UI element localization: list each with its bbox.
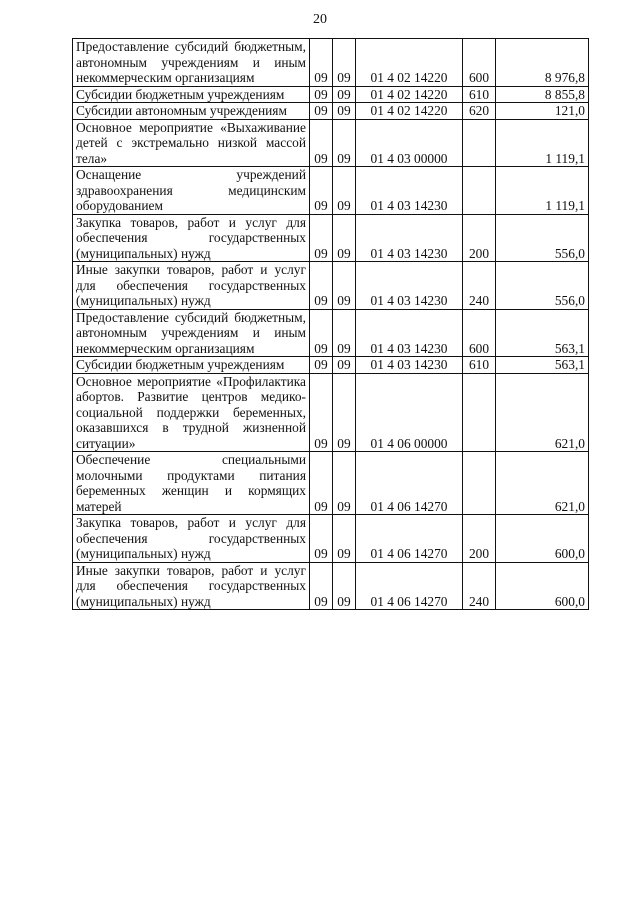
row-subsection: 09 — [333, 214, 356, 262]
row-target-article: 01 4 06 14270 — [356, 452, 463, 515]
row-name: Иные закупки товаров, работ и услуг для обеспечения государственных (муниципальных) нужд — [73, 562, 310, 610]
row-section: 09 — [310, 167, 333, 215]
row-target-article: 01 4 03 14230 — [356, 167, 463, 215]
budget-table — [72, 38, 589, 610]
table-row — [73, 214, 589, 262]
row-expense-type: 240 — [463, 562, 496, 610]
row-target-article: 01 4 03 14230 — [356, 262, 463, 310]
row-name: Предоставление субсидий бюджетным, автономным учреждениям и иным некоммерческим организациям — [73, 39, 310, 87]
row-subsection: 09 — [333, 373, 356, 452]
row-section: 09 — [310, 119, 333, 167]
table-row — [73, 262, 589, 310]
row-target-article: 01 4 06 00000 — [356, 373, 463, 452]
row-name: Субсидии автономным учреждениям — [73, 103, 310, 120]
row-target-article: 01 4 03 14230 — [356, 357, 463, 374]
row-target-article: 01 4 02 14220 — [356, 86, 463, 103]
table-row — [73, 357, 589, 374]
table-row — [73, 103, 589, 120]
budget-table-body — [73, 39, 589, 610]
row-name: Закупка товаров, работ и услуг для обеспечения государственных (муниципальных) нужд — [73, 515, 310, 563]
row-section: 09 — [310, 515, 333, 563]
row-expense-type: 620 — [463, 103, 496, 120]
row-name: Иные закупки товаров, работ и услуг для обеспечения государственных (муниципальных) нужд — [73, 262, 310, 310]
row-expense-type — [463, 452, 496, 515]
row-amount: 121,0 — [496, 103, 589, 120]
row-subsection: 09 — [333, 167, 356, 215]
row-subsection: 09 — [333, 515, 356, 563]
row-expense-type: 610 — [463, 86, 496, 103]
row-expense-type: 200 — [463, 515, 496, 563]
row-section: 09 — [310, 309, 333, 357]
row-amount: 563,1 — [496, 357, 589, 374]
row-name: Субсидии бюджетным учреждениям — [73, 86, 310, 103]
row-amount: 1 119,1 — [496, 119, 589, 167]
row-expense-type: 600 — [463, 39, 496, 87]
row-amount: 621,0 — [496, 452, 589, 515]
row-subsection: 09 — [333, 309, 356, 357]
row-name: Субсидии бюджетным учреждениям — [73, 357, 310, 374]
row-target-article: 01 4 06 14270 — [356, 562, 463, 610]
row-section: 09 — [310, 214, 333, 262]
row-expense-type: 240 — [463, 262, 496, 310]
row-name: Основное мероприятие «Выхаживание детей с экстремально низкой массой тела» — [73, 119, 310, 167]
row-target-article: 01 4 02 14220 — [356, 39, 463, 87]
row-subsection: 09 — [333, 357, 356, 374]
row-amount: 600,0 — [496, 562, 589, 610]
table-row — [73, 167, 589, 215]
row-subsection: 09 — [333, 103, 356, 120]
row-amount: 621,0 — [496, 373, 589, 452]
row-target-article: 01 4 06 14270 — [356, 515, 463, 563]
row-amount: 8 855,8 — [496, 86, 589, 103]
row-section: 09 — [310, 103, 333, 120]
table-row — [73, 309, 589, 357]
row-amount: 556,0 — [496, 214, 589, 262]
row-expense-type — [463, 167, 496, 215]
row-target-article: 01 4 03 14230 — [356, 309, 463, 357]
row-target-article: 01 4 02 14220 — [356, 103, 463, 120]
row-amount: 8 976,8 — [496, 39, 589, 87]
row-name: Оснащение учреждений здравоохранения медицинским оборудованием — [73, 167, 310, 215]
row-amount: 556,0 — [496, 262, 589, 310]
row-section: 09 — [310, 373, 333, 452]
table-row — [73, 39, 589, 87]
table-row — [73, 515, 589, 563]
row-subsection: 09 — [333, 39, 356, 87]
row-expense-type — [463, 373, 496, 452]
row-name: Обеспечение специальными молочными продуктами питания беременных женщин и кормящих матерей — [73, 452, 310, 515]
row-section: 09 — [310, 562, 333, 610]
row-name: Основное мероприятие «Профилактика абортов. Развитие центров медико-социальной поддержки беременных, оказавшихся в трудной жизненной ситуации» — [73, 373, 310, 452]
row-section: 09 — [310, 357, 333, 374]
row-expense-type: 600 — [463, 309, 496, 357]
row-amount: 563,1 — [496, 309, 589, 357]
row-expense-type: 610 — [463, 357, 496, 374]
row-subsection: 09 — [333, 119, 356, 167]
row-expense-type: 200 — [463, 214, 496, 262]
table-row — [73, 452, 589, 515]
row-target-article: 01 4 03 00000 — [356, 119, 463, 167]
row-section: 09 — [310, 262, 333, 310]
row-name: Предоставление субсидий бюджетным, автономным учреждениям и иным некоммерческим организациям — [73, 309, 310, 357]
row-name: Закупка товаров, работ и услуг для обеспечения государственных (муниципальных) нужд — [73, 214, 310, 262]
row-expense-type — [463, 119, 496, 167]
row-section: 09 — [310, 86, 333, 103]
page-number: 20 — [313, 12, 327, 27]
row-section: 09 — [310, 452, 333, 515]
table-row — [73, 86, 589, 103]
row-amount: 1 119,1 — [496, 167, 589, 215]
row-amount: 600,0 — [496, 515, 589, 563]
row-subsection: 09 — [333, 452, 356, 515]
row-subsection: 09 — [333, 562, 356, 610]
table-row — [73, 562, 589, 610]
row-subsection: 09 — [333, 262, 356, 310]
row-target-article: 01 4 03 14230 — [356, 214, 463, 262]
row-subsection: 09 — [333, 86, 356, 103]
table-row — [73, 119, 589, 167]
table-row — [73, 373, 589, 452]
row-section: 09 — [310, 39, 333, 87]
